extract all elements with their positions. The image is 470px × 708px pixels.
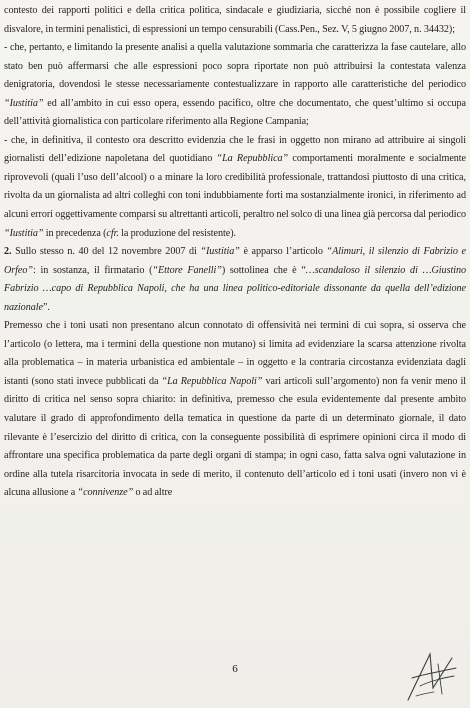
paragraph — [4, 317, 466, 502]
italic-text-run: “La Repubblica Napoli” — [161, 375, 263, 387]
paragraph — [4, 243, 466, 317]
italic-text-run: “Iustitia” — [200, 246, 240, 258]
text-run: la produzione del resistente). — [118, 227, 237, 239]
paragraph — [4, 2, 466, 39]
italic-text-run: …scandaloso il silenzio di …Giustino Fabrizio …capo di Repubblica Napoli, che ha una linea politico-editoriale dissonante da quella dell’edizione nazionale — [4, 264, 467, 313]
text-run: o ad altre — [133, 487, 173, 499]
text-run: contesto dei rapporti politici e della critica politica, sindacale e giudiziaria, sicché non è possibile cogliere il disvalore, in termini penalistici, di espressioni un tempo censurabili (Cass.Pen., Sez. V, 5 giugno 2007, n. 34432); — [4, 5, 466, 35]
text-run: Sullo stesso n. 40 del 12 novembre 2007 di — [11, 246, 201, 258]
text-run: ed all’ambito in cui esso opera, essendo pacifico, oltre che documentato, che quest’ultimo si occupa dell’attività giornalistica con particolare riferimento alla Regione Campania; — [4, 97, 466, 128]
bold-text-run: 2. — [4, 246, 12, 258]
italic-text-run: cfr. — [106, 227, 119, 239]
italic-text-run: “Iustitia” — [4, 227, 44, 239]
text-run: vari articoli sull’argomento) non fa venir meno il diritto di critica nel senso sopra chiarito: in definitiva, premesso che esula evidentemente dal presente ambito valutare il grado di approfondimento della tematica in questione da parte di un determinato giornale, il dato rilevante è l’esercizio del diritto di critica, con la conseguente possibilità di esprimere opinioni circa il modo di affrontare una specifica problematica da parte degli organi di stampa; in ogni caso, fatta salva ogni valutazione in ordine alla tutela risarcitoria invocata in sede di merito, il contenuto dell’articolo ed i toni usati (invero non vi è alcuna allusione a — [4, 375, 466, 499]
paragraph — [4, 39, 466, 132]
text-run: in precedenza ( — [43, 227, 107, 239]
italic-text-run: “La Repubblica” — [216, 153, 289, 165]
italic-text-run: “Alimuri, il silenzio di Fabrizio e Orfeo” — [4, 246, 466, 276]
italic-text-run: “connivenze” — [77, 487, 134, 499]
handwritten-signature — [402, 648, 460, 704]
text-run: - che, pertanto, e limitando la presente analisi a quella valutazione sommaria che caratterizza la fase cautelare, allo stato ben può affermarsi che alle espressioni poco sopra riportate non può attribuirsi la contestata valenza denigratoria, dovendosi le stesse necessariamente contestualizzare in rapporto alle caratteristiche del periodico — [4, 42, 466, 91]
text-run: ”. — [42, 301, 50, 313]
text-run: : in sostanza, il firmatario ( — [32, 264, 153, 276]
page-number: 6 — [232, 663, 238, 675]
text-run: è apparso l’articolo — [239, 246, 327, 258]
italic-text-run: “Iustitia” — [4, 97, 44, 109]
text-run: Premesso che i toni usati non presentano alcun connotato di offensività nei termini di cui sopra, si osserva che l’articolo (o lettera, ma i termini della questione non mutano) si limita ad evidenziare la scarsa attenzione rivolta alla problematica – in materia urbanistica ed ambientale – in oggetto e la contraria circostanza evidenziata dagli istanti (sono stati invece pubblicati da — [4, 320, 466, 387]
paragraph — [4, 132, 466, 243]
text-run: - che, in definitiva, il contesto ora descritto evidenzia che le frasi in oggetto non mirano ad attribuire ai singoli giornalisti dell’edizione napoletana del quotidiano — [4, 134, 466, 165]
text-run: ) sottolinea che è “ — [221, 264, 306, 276]
body-text — [4, 2, 466, 503]
italic-text-run: “Ettore Fanelli” — [152, 264, 222, 276]
text-run: comportamenti moralmente e socialmente riprovevoli (quali l’uso dell’alcool) o a minare la loro credibilità professionale, trattandosi piuttosto di una critica, rivolta da un giornalista ad altri colleghi con toni indubbiamente forti ma sostanzialmente ironici, in riferimento ad alcuni errori oggettivamente comparsi su altrettanti articoli, peraltro nel solco di una linea già percorsa dal periodico — [4, 153, 467, 221]
